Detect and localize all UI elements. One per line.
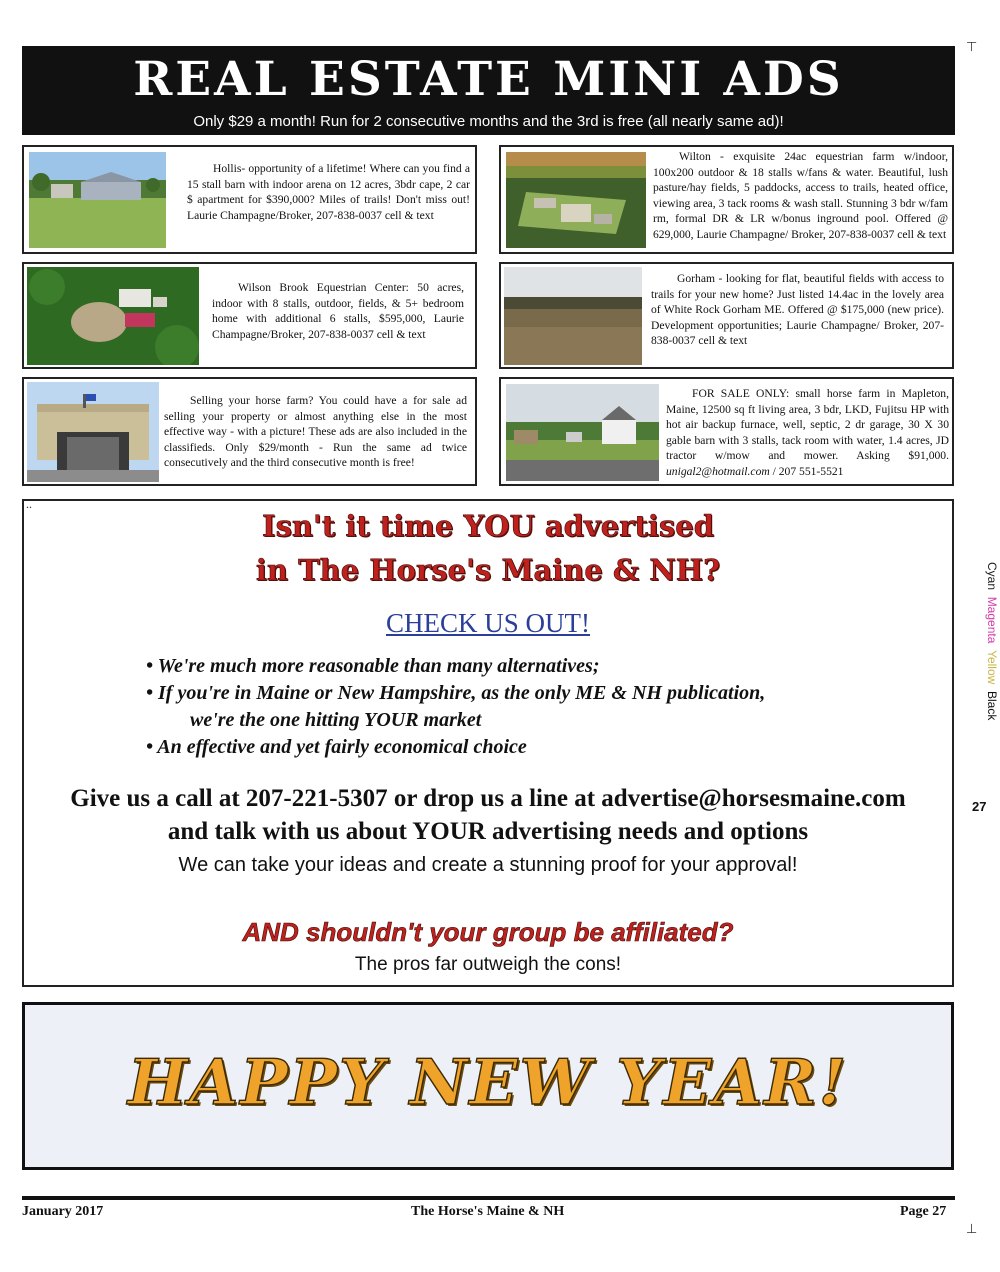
promo-affiliated: AND shouldn't your group be affiliated? [242,917,734,947]
footer-publication: The Horse's Maine & NH [411,1204,565,1219]
crop-mark-bottom: ⊥ [966,1222,978,1237]
ad-mapleton [499,377,954,486]
greeting-box [22,1002,954,1170]
promo-bullet-3: • An effective and yet fairly economical choice [146,736,527,758]
ad-gorham-photo [504,267,642,365]
ad-selling-farm-photo [27,382,159,482]
ad-wilson-brook [22,262,477,369]
check-us-out-link[interactable]: CHECK US OUT! [385,608,590,638]
color-label-cyan: Cyan [985,562,999,591]
footer-page: Page 27 [900,1204,947,1219]
color-label-magenta: Magenta [985,596,999,644]
ad-hollis [22,145,477,254]
ad-selling-farm [22,377,477,486]
ad-mapleton-phone: / 207 551-5521 [769,464,844,478]
ad-wilton-photo [506,152,646,248]
ad-mapleton-body: FOR SALE ONLY: small horse farm in Mapleton, Maine, 12500 sq ft living area, 3 bdr, LKD, Fujitsu HP with hot air backup furnace, well, septic, 2 dr garage, 30 X 30 gable barn with 3 stalls, tack room with water, 1.4 acres, JD tractor w/mow and mower. Asking $91,000. [666,387,949,462]
section-subtitle: Only $29 a month! Run for 2 consecutive months and the 3rd is free (all nearly same ad)! [193,113,784,130]
promo-bullet-2-cont: we're the one hitting YOUR market [190,709,482,731]
promo-dots: .. [26,497,32,511]
ad-mapleton-text [666,386,949,479]
ad-wilson-brook-photo [27,267,199,365]
color-label-yellow: Yellow [985,650,999,685]
promo-call-line1: Give us a call at 207-221-5307 or drop us a line at advertise@horsesmaine.com [70,785,906,812]
greeting-text: HAPPY NEW YEAR! [127,1045,849,1119]
side-page-number: 27 [972,799,987,814]
ad-mapleton-email[interactable]: unigal2@hotmail.com [666,464,770,478]
section-title: REAL ESTATE MINI ADS [133,52,844,107]
promo-pros: The pros far outweigh the cons! [354,954,622,975]
ad-hollis-photo [29,152,166,248]
advertise-promo [22,499,954,987]
promo-headline-line2: in The Horse's Maine & NH? [255,553,721,587]
ad-hollis-text: Hollis- opportunity of a lifetime! Where can you find a 15 stall barn with indoor arena on 12 acres, 3bdr cape, 2 car $ apartment for $390,000? Miles of trails! Don't miss out! Laurie Champagne/Broker, 207-838-0037 cell & text [187,162,470,222]
footer-rule [22,1196,955,1200]
crop-mark-top: ⊤ [966,40,978,55]
ad-gorham [499,262,954,369]
ad-wilton-text: Wilton - exquisite 24ac equestrian farm w/indoor, 100x200 outdoor & 18 stalls w/fans & water. Beautiful, lush pasture/hay fields, 5 paddocks, access to trails, heated office, viewing area, 3 tack rooms & wash stall. Stunning 3 bdr w/fam rm, formal DR & LR w/bonus inground pool. Offered @ 629,000, Laurie Champagne/ Broker, 207-838-0037 cell & text [653,150,948,241]
color-registration-labels [985,562,999,720]
ad-gorham-text: Gorham - looking for flat, beautiful fields with access to trails for your new home? Just listed 14.4ac in the lovely area of White Rock Gorham ME. Offered @ $175,000 (new price). Development opportunities; Laurie Champagne/ Broker, 207-838-0037 cell & text [651,272,944,347]
footer-date: January 2017 [22,1204,104,1219]
section-header [22,46,955,135]
promo-contact [24,782,952,848]
promo-headline-line1: Isn't it time YOU advertised [262,509,714,543]
ad-wilton [499,145,954,254]
promo-proof: We can take your ideas and create a stunning proof for your approval! [178,854,798,876]
promo-bullets [146,653,765,761]
ad-selling-farm-text: Selling your horse farm? You could have a for sale ad selling your property or almost anything else in the most effective way - with a picture! These ads are also included in the classifieds. Only $29/month - Run the same ad twice consecutively and the third consecutive month is free! [164,394,467,469]
color-label-black: Black [985,690,999,721]
promo-call-line2: and talk with us about YOUR advertising needs and options [167,818,809,845]
ad-wilson-brook-text: Wilson Brook Equestrian Center: 50 acres, indoor with 8 stalls, outdoor, fields, & 5+ bedroom home with additional 6 stalls, $595,000, Laurie Champagne/Broker, 207-838-0037 cell & text [212,281,464,341]
promo-bullet-2: • If you're in Maine or New Hampshire, as the only ME & NH publication, [146,682,766,704]
promo-bullet-1: • We're much more reasonable than many alternatives; [146,655,600,677]
ad-mapleton-photo [506,384,659,481]
